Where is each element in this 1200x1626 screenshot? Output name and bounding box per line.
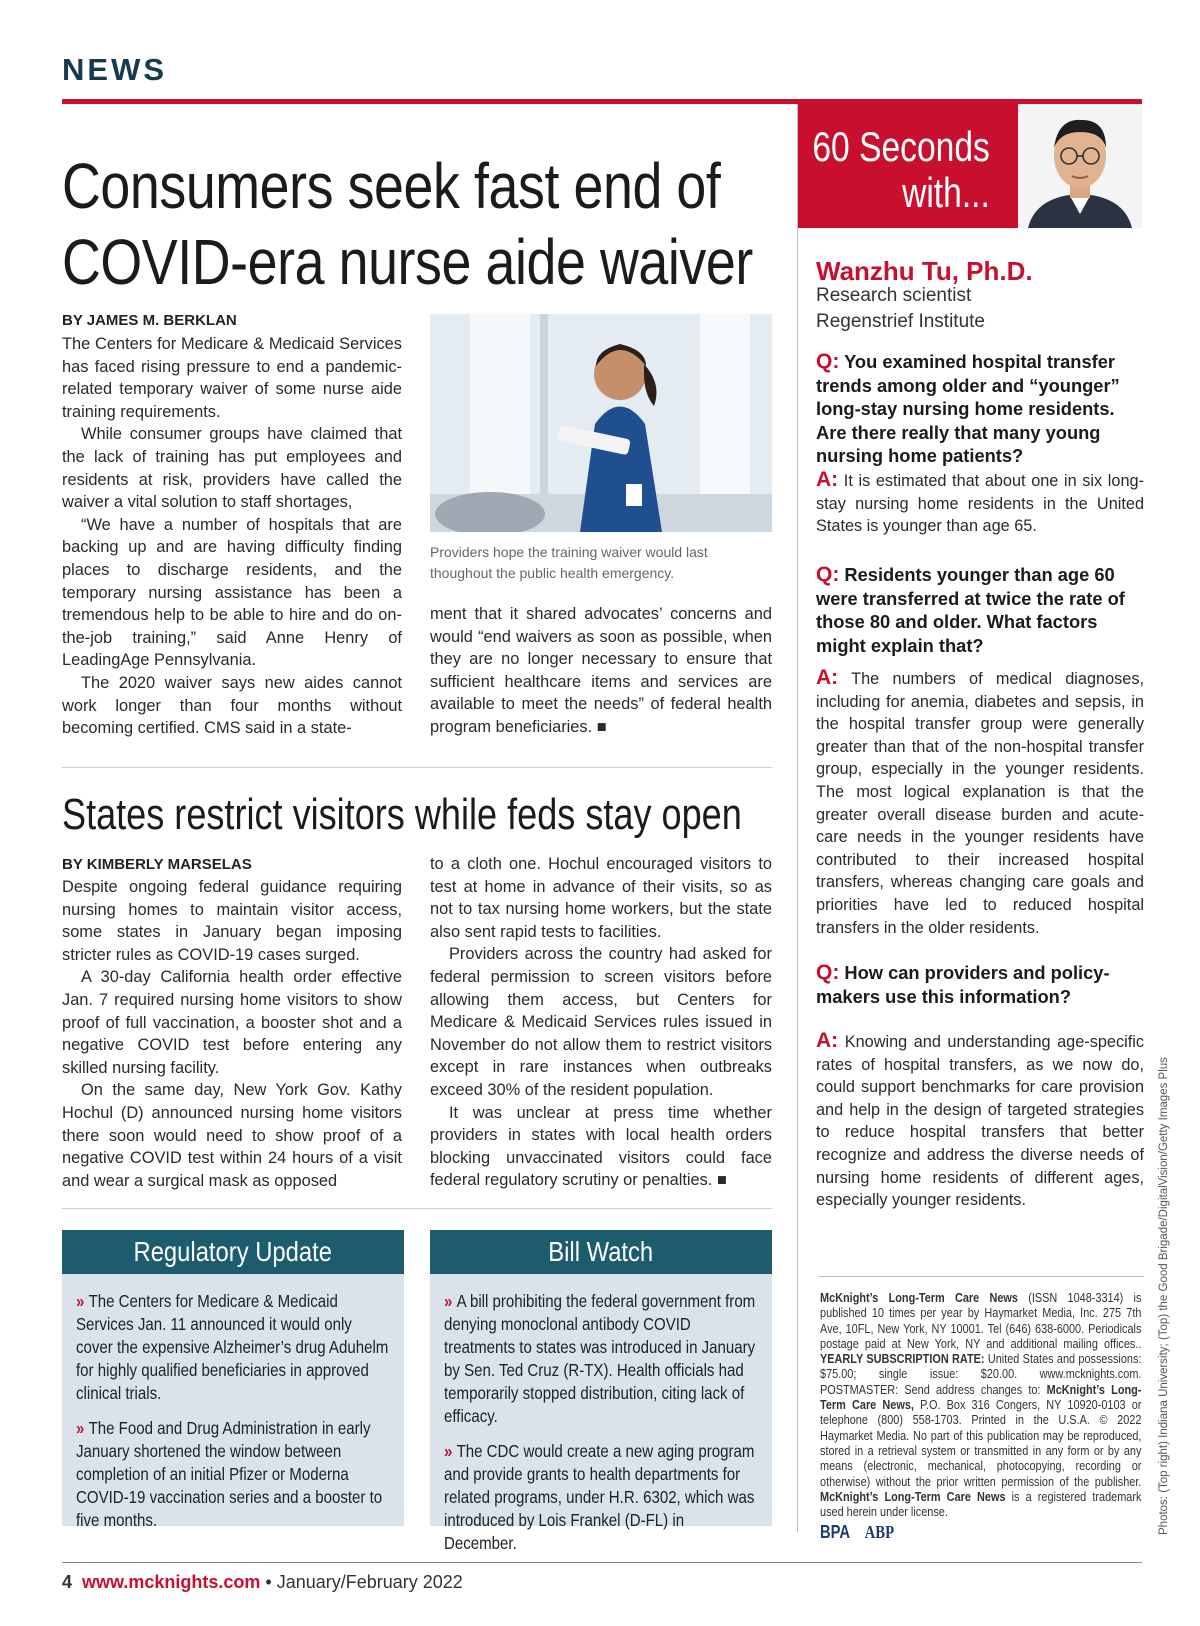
headline-line-1: Consumers seek fast end of	[62, 150, 721, 222]
article1-byline: BY JAMES M. BERKLAN	[62, 312, 237, 329]
page-number: 4	[62, 1572, 73, 1592]
paragraph: “We have a number of hospitals that are backing up and are having difficulty finding places to discharge residents, and the temporary nursing assistance has been a tremendous help to be able to hire and do on-the-job training,” said Anne Henry of LeadingAge Pennsylvania.	[62, 515, 402, 670]
answer-2: A: The numbers of medical diagnoses, including for anemia, diabetes and sepsis, in the hospital transfer group were generally greater than that of the non-hospital transfer group, especially in the younger residents. The most logical explanation is that the greater overall disease burden and acute-care needs in the younger residents have contributed to their increased hospital transfers, whereas changing care goals and priorities have led to reduced hospital transfers in the older residents.	[816, 666, 1144, 937]
page-footer	[62, 1572, 463, 1593]
article1-col1	[62, 333, 402, 740]
paragraph: While consumer groups have claimed that the lack of training has put employees and residents at risk, providers have called the waiver a vital solution to staff shortages,	[62, 425, 402, 512]
masthead: McKnight’s Long-Term Care News (ISSN 1048-3314) is published 10 times per year by Haymarket Media, Inc. 275 7th Ave, 10FL, New York, NY 10001. Tel (646) 638-6000. Periodicals postage paid at New York, NY and additional mailing offices.. YEARLY SUBSCRIPTION RATE: United States and possessions: $75.00; single issue: $20.00. www.mcknights.com. POSTMASTER: Send address changes to: McKnight’s Long-Term Care News, P.O. Box 316 Congers, NY 10920-0103 or telephone (800) 558-1703. Printed in the U.S.A. © 2022 Haymarket Media. No part of this publication may be reproduced, stored in a retrieval system or transmitted in any form or by any means (electronic, mechanical, photocopying, recording or otherwise) without the prior written permission of the publisher. McKnight’s Long-Term Care News is a registered trademark used herein under license. BPA ABP	[820, 1290, 1142, 1543]
list-item: » The CDC would create a new aging program and provide grants to health departments for related programs, under H.R. 6302, which was introduced by Lois Frankel (D-FL) in December.	[444, 1441, 755, 1553]
paragraph: The 2020 waiver says new aides cannot work longer than four months without becoming certified. CMS said in a state-	[62, 673, 402, 738]
interviewee-role: Research scientist	[816, 285, 972, 306]
article2-col1	[62, 876, 402, 1192]
nurse-photo	[430, 314, 772, 532]
article2-headline[interactable]: States restrict visitors while feds stay open	[62, 790, 742, 839]
answer-1: A: It is estimated that about one in six long-stay nursing home residents in the United States is younger than age 65.	[816, 468, 1144, 536]
article-divider	[62, 767, 772, 768]
banner-line-1: 60 Seconds	[812, 123, 990, 170]
paragraph: A 30-day California health order effective Jan. 7 required nursing home visitors to show proof of full vaccination, a booster shot and a negative COVID test before entering any skilled nursing facility.	[62, 968, 402, 1077]
bill-watch-box	[430, 1230, 772, 1553]
question-1: Q: You examined hospital transfer trends among older and “younger” long-stay nursing home residents. Are there really that many young nursing home patients?	[816, 350, 1120, 467]
section-label: NEWS	[62, 52, 167, 87]
article1-headline[interactable]	[62, 148, 753, 300]
masthead-rule	[818, 1276, 1144, 1277]
paragraph: Providers across the country had asked for federal permission to screen visitors before allowing them access, but Centers for Medicare & Medicaid Services rules issued in November do not allow them to restrict visitors except in rare instances when outbreaks exceed 30% of the resident population.	[430, 945, 772, 1099]
photo-caption: Providers hope the training waiver would last thoughout the public health emergency.	[430, 544, 708, 581]
abp-logo: ABP	[864, 1522, 895, 1543]
footer-rule	[62, 1562, 1142, 1563]
answer-3: A: Knowing and understanding age-specific rates of hospital transfers, as we now do, could support benchmarks for care provision and help in the design of targeted strategies to reduce hospital transfers that better recognize and address the diverse needs of nursing home residents of different ages, especially younger residents.	[816, 1029, 1145, 1210]
headline-line-2: COVID-era nurse aide waiver	[62, 226, 753, 298]
nurse-illustration	[430, 314, 772, 532]
paragraph: The Centers for Medicare & Medicaid Services has faced rising pressure to end a pandemic-related temporary waiver of some nurse aide training requirements.	[62, 335, 402, 421]
portrait-illustration	[1018, 104, 1142, 228]
list-item: » The Centers for Medicare & Medicaid Services Jan. 11 announced it would only cover the expensive Alzheimer’s drug Aduhelm for highly qualified beneficiaries in approved clinical trials.	[76, 1291, 389, 1403]
issue-date: January/February 2022	[276, 1572, 463, 1592]
question-3: Q: How can providers and policy-makers use this information?	[816, 961, 1110, 1007]
bpa-logo: BPA	[820, 1522, 851, 1543]
bill-watch-title: Bill Watch	[430, 1230, 772, 1274]
footer-separator: •	[260, 1572, 277, 1592]
paragraph: It was unclear at press time whether providers in states with local health orders blocking unvaccinated visitors could face federal regulatory scrutiny or penalties. ■	[430, 1103, 772, 1190]
paragraph: On the same day, New York Gov. Kathy Hochul (D) announced nursing home visitors there soon would need to show proof of a negative COVID test within 24 hours of a visit and wear a surgical mask as opposed	[62, 1081, 402, 1190]
list-item: » A bill prohibiting the federal government from denying monoclonal antibody COVID treatments to states was introduced in January by Sen. Ted Cruz (R-TX). Health officials had temporarily stopped distribution, citing lack of efficacy.	[444, 1291, 756, 1426]
site-link[interactable]: www.mcknights.com	[82, 1572, 261, 1592]
regulatory-update-title: Regulatory Update	[62, 1230, 404, 1274]
list-item: » The Food and Drug Administration in early January shortened the window between completion of an initial Pfizer or Moderna COVID-19 vaccination series and a booster to five months.	[76, 1418, 383, 1530]
photo-credit: Photos: (Top right) Indiana University; (Top) the Good Brigade/DigitalVision/Getty Images Plus	[1158, 1057, 1170, 1535]
paragraph: to a cloth one. Hochul encouraged visitors to test at home in advance of their visits, so as not to tax nursing home workers, but the state also sent rapid tests to facilities.	[430, 855, 772, 941]
regulatory-update-box	[62, 1230, 404, 1530]
article1-col2	[430, 603, 772, 739]
interviewee-name: Wanzhu Tu, Ph.D.	[816, 256, 1033, 286]
article2-byline: BY KIMBERLY MARSELAS	[62, 856, 252, 873]
column-rule	[797, 104, 798, 1532]
question-2: Q: Residents younger than age 60 were transferred at twice the rate of those 80 and older. What factors might explain that?	[816, 563, 1125, 656]
article-divider	[62, 1208, 772, 1209]
sixty-seconds-banner	[798, 104, 1018, 228]
article2-col2	[430, 853, 772, 1192]
interviewee-institute: Regenstrief Institute	[816, 311, 985, 332]
paragraph: ment that it shared advocates’ concerns and would “end waivers as soon as possible, when they are no longer necessary to ensure that sufficient healthcare items and services are available to meet the needs” of federal health program beneficiaries. ■	[430, 605, 772, 736]
wanzhu-tu-portrait	[1018, 104, 1142, 228]
banner-line-2: with...	[902, 169, 990, 216]
paragraph: Despite ongoing federal guidance requiring nursing homes to maintain visitor access, some states in January began imposing stricter rules as COVID-19 cases surged.	[62, 878, 402, 964]
